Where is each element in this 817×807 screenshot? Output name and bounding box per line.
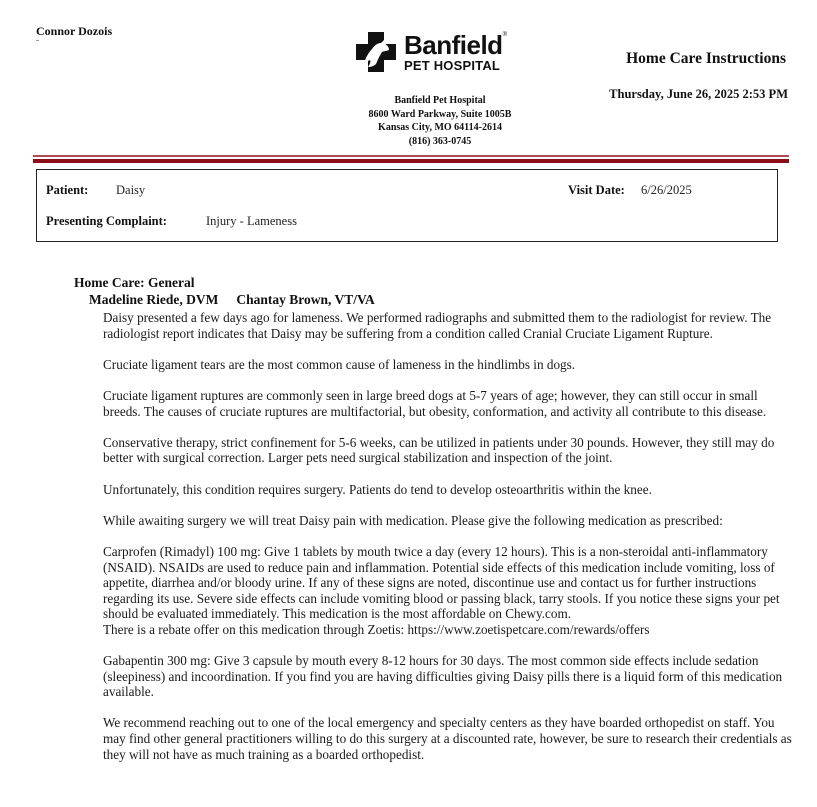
visit-date-label: Visit Date: — [568, 183, 625, 197]
patient-value: Daisy — [116, 183, 146, 197]
patient-label: Patient: — [46, 183, 89, 197]
technician-name: Chantay Brown, VT/VA — [236, 292, 375, 307]
paragraph-rebate: There is a rebate offer on this medication through Zoetis: https://www.zoetispetcare.com/rewards/offers — [103, 621, 650, 637]
hospital-city: Kansas City, MO 64114-2614 — [378, 122, 502, 133]
banfield-logo — [354, 30, 507, 74]
paragraph-diagnosis: Daisy presented a few days ago for lameness. We performed radiographs and submitted them to the radiologist for review. The radiologist report indicates that Daisy may be suffering from a condition called Cranial Cruciate Ligament Rupture. — [103, 310, 772, 341]
header-divider-thick — [33, 159, 789, 163]
visit-date-value: 6/26/2025 — [641, 183, 692, 197]
logo-subtitle: PET HOSPITAL — [404, 58, 501, 73]
paragraph-breeds: Cruciate ligament ruptures are commonly seen in large breed dogs at 5-7 years of age; however, they can still occur in small breeds. The causes of cruciate ruptures are multifactorial, but obesity, conformation, and activity all contribute to this disease. — [103, 387, 767, 419]
header-divider-thin — [33, 155, 789, 157]
hospital-address — [330, 94, 550, 148]
paragraph-referral: We recommend reaching out to one of the local emergency and specialty centers as they have boarded orthopedist on staff. You may find other general practitioners willing to do this surgery at a discounted rate, however, be sure to research their credentials as they will not have as much training as a boarded orthopedist. — [103, 715, 792, 762]
instructions-body — [103, 310, 793, 778]
paragraph-cause: Cruciate ligament tears are the most common cause of lameness in the hindlimbs in dogs. — [103, 356, 576, 372]
paragraph-carprofen: Carprofen (Rimadyl) 100 mg: Give 1 tablets by mouth twice a day (every 12 hours). This is a non-steroidal anti-inflammatory (NSAID). NSAIDs are used to reduce pain and inflammation. Potential side effects of this medication include vomiting, loss of appetite, diarrhea and/or bloody urine. If any of these signs are noted, discontinue use and contact us for further instructions regarding its use. Severe side effects can include vomiting blood or passing black, tarry stools. If you notice these signs your pet should be evaluated immediately. This medication is the most affordable on Chewy.com. — [103, 543, 780, 622]
hospital-street: 8600 Ward Parkway, Suite 1005B — [368, 108, 512, 120]
staff-line — [89, 292, 375, 308]
cross-pet-icon — [354, 30, 398, 74]
document-datetime: Thursday, June 26, 2025 2:53 PM — [609, 87, 788, 101]
hospital-phone: (816) 363-0745 — [408, 135, 472, 147]
complaint-value: Injury - Lameness — [206, 214, 297, 228]
client-name: Connor Dozois — [36, 24, 113, 38]
paragraph-gabapentin: Gabapentin 300 mg: Give 3 capsule by mouth every 8-12 hours for 30 days. The most common side effects include sedation (sleepiness) and incoordination. If you find you are having difficulties giving Daisy pills there is a liquid form of this medication available. — [103, 653, 783, 700]
patient-info-box — [36, 169, 778, 242]
paragraph-surgery: Unfortunately, this condition requires surgery. Patients do tend to develop osteoarthritis within the knee. — [103, 481, 652, 497]
doctor-name: Madeline Riede, DVM — [89, 292, 219, 307]
client-name-underline — [36, 40, 39, 41]
section-title: Home Care: General — [74, 275, 195, 290]
logo-brand: Banfield® — [404, 30, 507, 60]
document-title: Home Care Instructions — [626, 50, 786, 67]
hospital-name: Banfield Pet Hospital — [394, 95, 486, 106]
paragraph-medication-intro: While awaiting surgery we will treat Daisy pain with medication. Please give the following medication as prescribed: — [103, 512, 723, 528]
complaint-label: Presenting Complaint: — [46, 214, 167, 228]
paragraph-therapy: Conservative therapy, strict confinement for 5-6 weeks, can be utilized in patients under 30 pounds. However, they still may do better with surgical correction. Larger pets need surgical stabilization and inspection of the joint. — [103, 434, 775, 466]
